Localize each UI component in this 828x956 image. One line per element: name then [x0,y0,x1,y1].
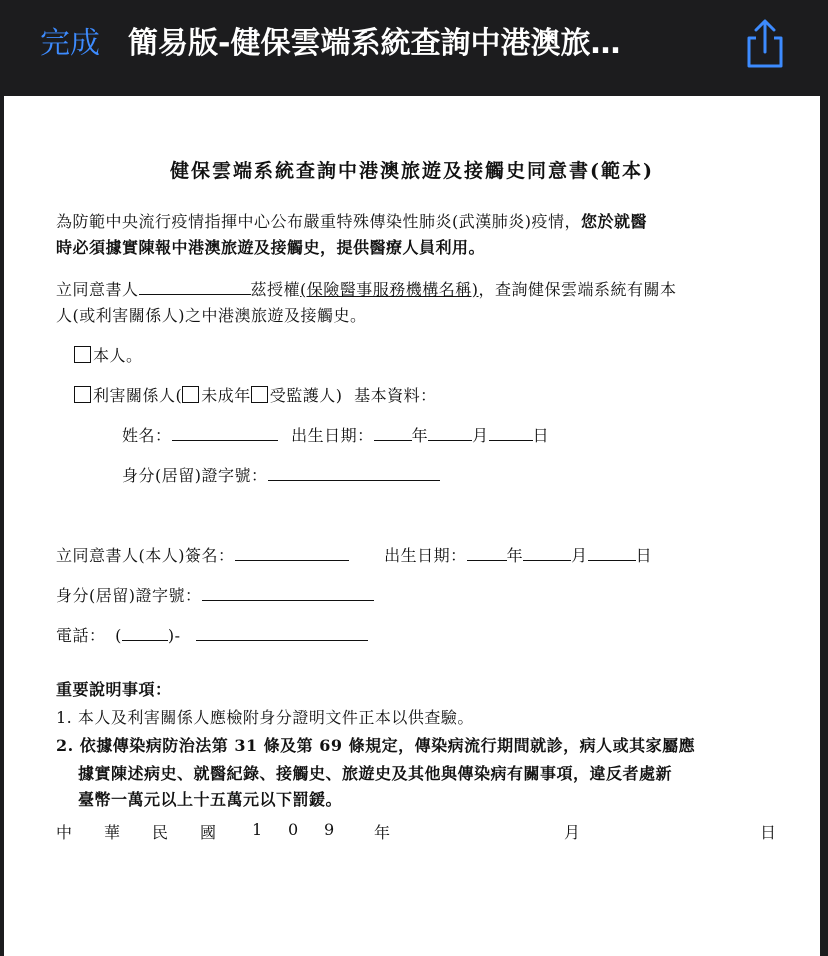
minor-checkbox[interactable] [182,386,199,403]
related-id-row [122,464,440,488]
related-month-label: 月 [472,426,489,445]
date-year-label: 年 [374,823,391,842]
date-month-label: 月 [564,823,581,842]
date-char-min: 民 [152,823,169,842]
note-2-line-2: 據實陳述病史、就醫紀錄、接觸史、旅遊史及其他與傳染病有關事項，違反者處新 [78,764,673,783]
consent-line-2: 人(或利害關係人)之中港澳旅遊及接觸史。 [56,306,367,325]
signer-row [56,544,652,568]
signer-month-blank[interactable] [523,544,571,561]
option-minor-label: 未成年 [201,386,251,405]
date-day-label: 日 [760,823,777,842]
consent-mid: 茲授權 [250,280,301,299]
consent-line-1 [56,278,677,302]
related-day-label: 日 [532,426,550,445]
intro-line-2: 時必須據實陳報中港澳旅遊及接觸史，提供醫療人員利用。 [56,238,486,257]
phone-label: 電話： [56,626,106,645]
related-id-label: 身分(居留)證字號： [122,466,268,485]
option-related-label: 利害關係人( [93,386,183,405]
signer-id-label: 身分(居留)證字號： [56,586,202,605]
related-year-blank[interactable] [374,424,412,441]
phone-paren-open: ( [115,626,122,645]
date-digit-0: 0 [288,820,299,839]
intro-line-1 [56,210,647,234]
signer-id-blank[interactable] [202,584,374,601]
share-icon[interactable] [742,18,788,70]
consent-org: (保險醫事服務機構名稱) [300,280,479,299]
date-digit-9: 9 [324,820,335,839]
date-char-hua: 華 [104,823,121,842]
document-page [4,96,820,956]
signer-month-label: 月 [571,546,588,565]
note-2-line-1: 2. 依據傳染病防治法第 31 條及第 69 條規定，傳染病流行期間就診，病人或其家屬應 [56,736,696,755]
self-checkbox[interactable] [74,346,91,363]
signer-year-label: 年 [506,546,524,565]
toolbar [0,0,828,90]
intro-bold-1: 您於就醫 [581,212,648,231]
note-1: 1. 本人及利害關係人應檢附身分證明文件正本以供查驗。 [56,708,474,727]
guardian-checkbox[interactable] [251,386,268,403]
phone-paren-close: )- [167,626,181,645]
signer-id-row [56,584,374,608]
phone-number-blank[interactable] [196,624,368,641]
related-name-blank[interactable] [172,424,278,441]
signer-year-blank[interactable] [467,544,507,561]
phone-row [56,624,368,648]
consenter-blank[interactable] [139,278,251,295]
related-year-label: 年 [411,426,429,445]
signer-day-label: 日 [635,546,653,565]
date-char-zhong: 中 [56,823,73,842]
signer-birth-label: 出生日期： [384,546,467,565]
related-name-label: 姓名： [122,426,172,445]
notes-title: 重要說明事項： [56,680,172,699]
consent-suffix: ，查詢健保雲端系統有關本 [478,280,677,299]
signer-sign-label: 立同意書人(本人)簽名： [56,546,235,565]
option-related-suffix: 基本資料： [354,386,437,405]
related-name-row [122,424,549,448]
related-month-blank[interactable] [428,424,472,441]
document-title: 簡易版-健保雲端系統查詢中港澳旅… [128,26,621,61]
option-guardian-label: 受監護人) [269,386,343,405]
related-checkbox[interactable] [74,386,91,403]
done-button[interactable]: 完成 [40,26,100,61]
document-heading: 健保雲端系統查詢中港澳旅遊及接觸史同意書(範本) [170,160,654,182]
related-id-blank[interactable] [268,464,440,481]
related-birth-label: 出生日期： [291,426,374,445]
consent-prefix: 立同意書人 [56,280,139,299]
note-2-line-3: 臺幣一萬元以上十五萬元以下罰鍰。 [78,790,343,809]
signer-sign-blank[interactable] [235,544,349,561]
phone-area-blank[interactable] [122,624,168,641]
date-char-guo: 國 [200,823,217,842]
option-related [74,384,437,408]
date-digit-1: 1 [252,820,263,839]
related-day-blank[interactable] [489,424,533,441]
intro-text: 為防範中央流行疫情指揮中心公布嚴重特殊傳染性肺炎(武漢肺炎)疫情， [56,212,581,231]
option-self-label: 本人。 [93,346,143,365]
option-self [74,344,143,368]
signer-day-blank[interactable] [588,544,636,561]
